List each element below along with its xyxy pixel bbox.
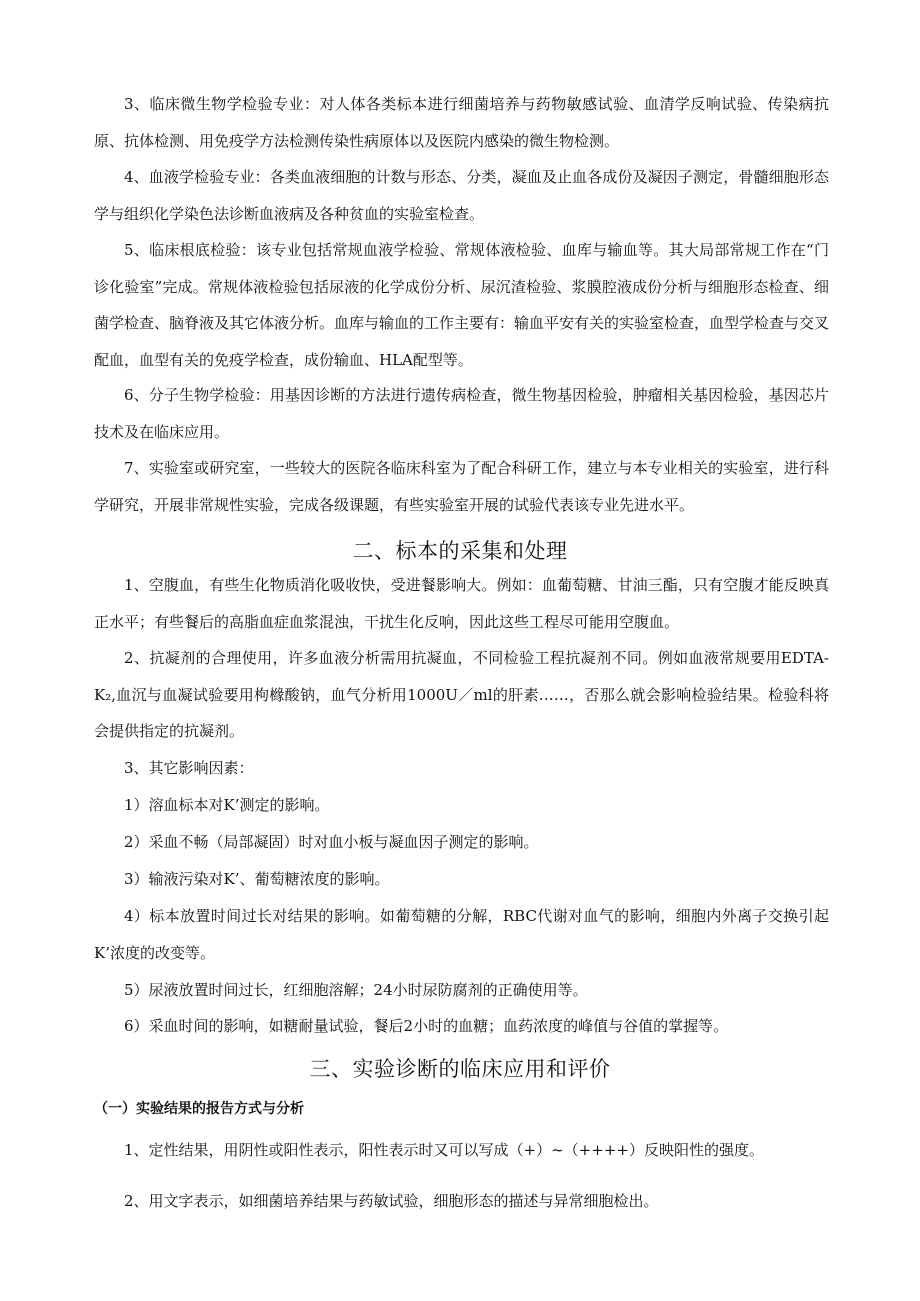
paragraph-s2-item-1: 1、空腹血，有些生化物质消化吸收快，受进餐影响大。例如：血葡萄糖、甘油三酯，只有空腹才能反映真正水平；有些餐后的高脂血症血浆混浊，干扰生化反响，因此这些工程尽可能用空腹血。 (94, 576, 829, 631)
paragraph-s2-sub-2: 2）采血不畅（局部凝固）时对血小板与凝血因子测定的影响。 (124, 833, 539, 851)
paragraph-s2-sub-3: 3）输液污染对K’、葡萄糖浓度的影响。 (124, 870, 390, 888)
paragraph-s1-item-4: 4、血液学检验专业：各类血液细胞的计数与形态、分类，凝血及止血各成份及凝因子测定，骨髓细胞形态学与组织化学染色法诊断血液病及各种贫血的实验室检查。 (94, 168, 829, 223)
paragraph-s1-item-3: 3、临床微生物学检验专业：对人体各类标本进行细菌培养与药物敏感试验、血清学反响试验、传染病抗原、抗体检测、用免疫学方法检测传染性病原体以及医院内感染的微生物检测。 (94, 95, 829, 150)
paragraph-s1-item-7: 7、实验室或研究室，一些较大的医院各临床科室为了配合科研工作，建立与本专业相关的实验室，进行科学研究，开展非常规性实验，完成各级课题，有些实验室开展的试验代表该专业先进水平。 (94, 459, 829, 514)
paragraph-s3-item-2: 2、用文字表示，如细菌培养结果与药敏试验，细胞形态的描述与异常细胞检出。 (124, 1192, 659, 1210)
section-heading-3: 三、实验诊断的临床应用和评价 (309, 1057, 611, 1081)
paragraph-s2-sub-4: 4）标本放置时间过长对结果的影响。如葡萄糖的分解，RBC代谢对血气的影响，细胞内外离子交换引起K’浓度的改变等。 (94, 907, 829, 962)
paragraph-s3-item-1: 1、定性结果，用阴性或阳性表示，阳性表示时又可以写成（+）~（++++）反映阳性的强度。 (124, 1141, 764, 1159)
paragraph-s1-item-5: 5、临床根底检验：该专业包括常规血液学检验、常规体液检验、血库与输血等。其大局部常规工作在“门诊化验室”完成。常规体液检验包括尿液的化学成份分析、尿沉渣检验、浆膜腔液成份分析与细胞形态检查、细菌学检查、脑脊液及其它体液分析。血库与输血的工作主要有：输血平安有关的实验室检查，血型学检查与交叉配血，血型有关的免疫学检查，成份输血、HLA配型等。 (94, 241, 830, 369)
paragraph-s2-item-2: 2、抗凝剂的合理使用，许多血液分析需用抗凝血，不同检验工程抗凝剂不同。例如血液常规要用EDTA-K₂,血沉与血凝试验要用枸橼酸钠，血气分析用1000U／ml的肝素……，否那么就会影响检验结果。检验科将会提供指定的抗凝剂。 (94, 649, 829, 740)
paragraph-s1-item-6: 6、分子生物学检验：用基因诊断的方法进行遗传病检查，微生物基因检验，肿瘤相关基因检验，基因芯片技术及在临床应用。 (94, 386, 829, 441)
paragraph-s2-sub-5: 5）尿液放置时间过长，红细胞溶解；24小时尿防腐剂的正确使用等。 (124, 981, 588, 999)
paragraph-s2-item-3: 3、其它影响因素： (124, 759, 254, 777)
paragraph-s2-sub-6: 6）采血时间的影响，如糖耐量试验，餐后2小时的血糖；血药浓度的峰值与谷值的掌握等。 (124, 1017, 729, 1035)
paragraph-s2-sub-1: 1）溶血标本对K’测定的影响。 (124, 796, 330, 814)
subsection-heading: （一）实验结果的报告方式与分析 (94, 1101, 304, 1117)
section-heading-2: 二、标本的采集和处理 (352, 539, 568, 563)
